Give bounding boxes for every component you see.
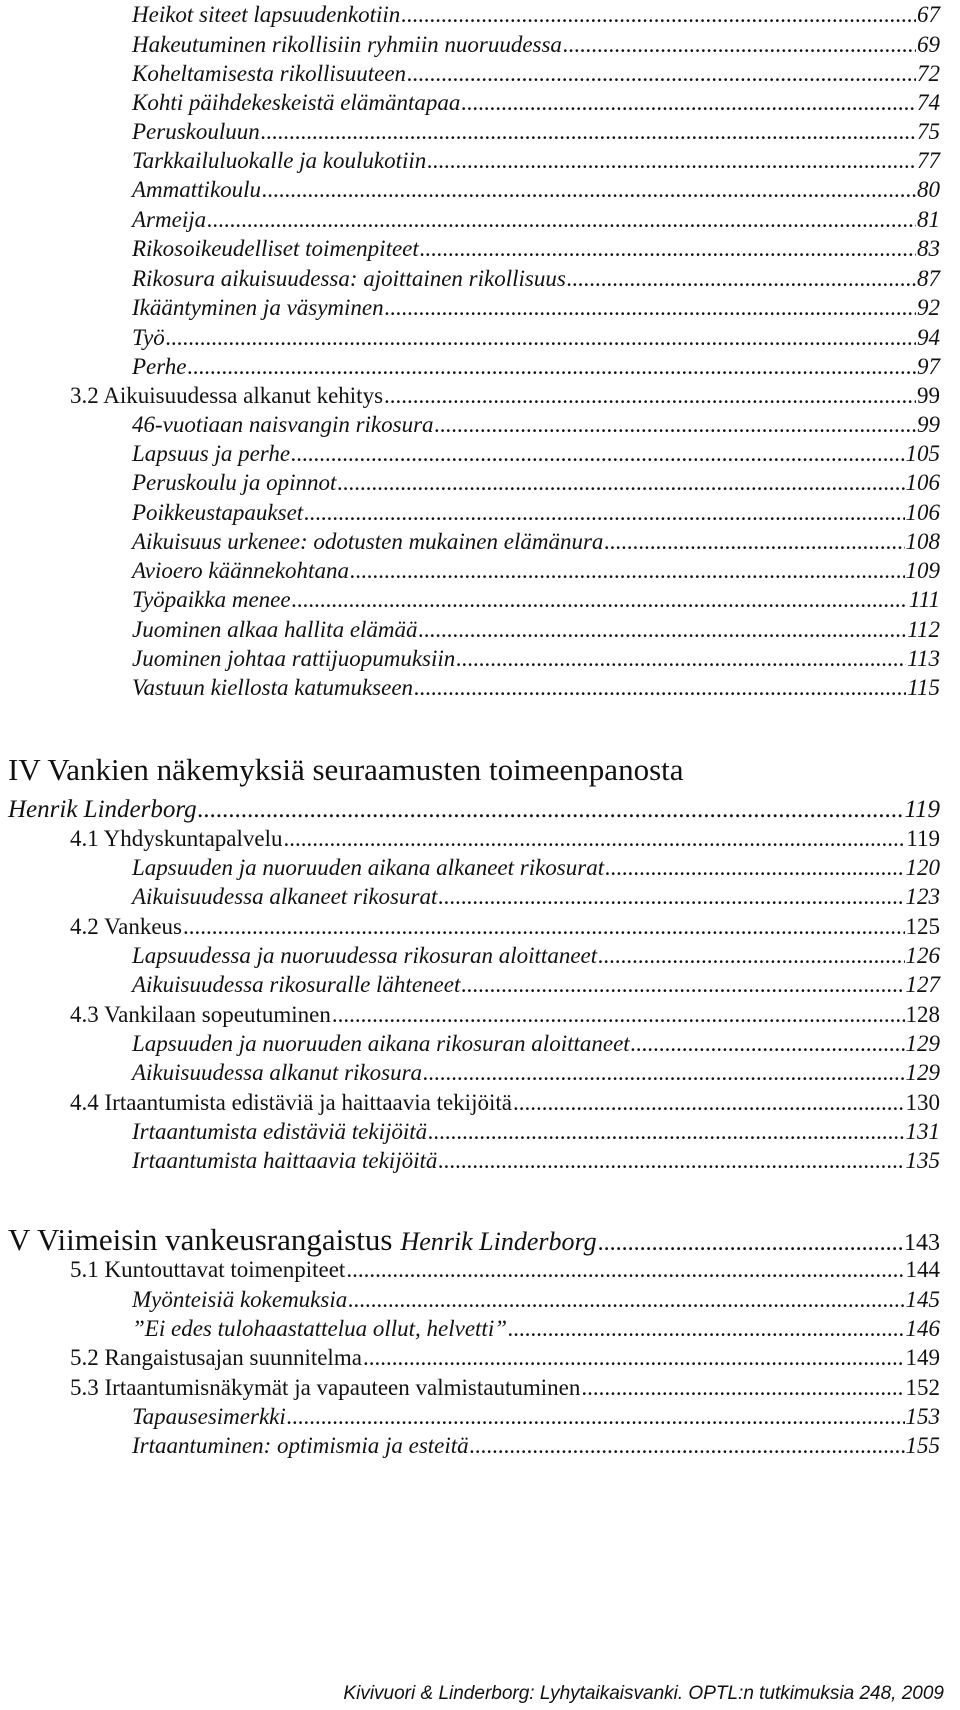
toc-subsection-entry[interactable] [132,855,940,881]
toc-dot-leader [262,177,916,203]
toc-entry-title: 3.2 Aikuisuudessa alkanut kehitys [70,383,384,408]
toc-entry-title: Juominen johtaa rattijuopumuksiin [132,646,456,671]
toc-subsection-entry[interactable] [132,617,940,643]
toc-section-entry[interactable] [70,826,940,852]
toc-page-number: 131 [905,1119,940,1144]
toc-entry-title: Lapsuudessa ja nuoruudessa rikosuran aloittaneet [132,943,598,968]
toc-dot-leader [428,1119,904,1145]
toc-page-number: 111 [908,587,940,612]
toc-dot-leader [292,587,908,613]
toc-entry-title: Poikkeustapaukset [132,500,304,525]
toc-page-number: 135 [905,1148,940,1173]
toc-section-entry[interactable] [70,914,940,940]
toc-entry-title: Aikuisuudessa rikosuralle lähteneet [132,972,461,997]
toc-dot-leader [207,207,916,233]
toc-dot-leader [414,675,906,701]
toc-subsection-entry[interactable] [132,500,940,526]
toc-entry-title: Hakeutuminen rikollisiin ryhmiin nuoruudessa [132,32,562,57]
toc-entry-title: Lapsuus ja perhe [132,441,291,466]
toc-dot-leader [631,1031,905,1057]
toc-subsection-entry[interactable] [132,354,940,380]
toc-subsection-entry[interactable] [132,2,940,28]
toc-dot-leader [304,500,904,526]
toc-entry-title: Rikosoikeudelliset toimenpiteet [132,236,419,261]
toc-entry-title: Vastuun kiellosta katumukseen [132,675,414,700]
toc-page-number: 127 [905,972,940,997]
toc-page-number: 152 [905,1375,940,1400]
toc-subsection-entry[interactable] [132,972,940,998]
toc-subsection-entry[interactable] [132,470,940,496]
toc-entry-title: Juominen alkaa hallita elämää [132,617,418,642]
toc-page-number: 99 [917,383,940,408]
toc-page-number: 72 [917,61,940,86]
toc-subsection-entry[interactable] [132,884,940,910]
toc-entry-title: Ammattikoulu [132,177,262,202]
toc-subsection-entry[interactable] [132,441,940,467]
toc-entry-title: 4.4 Irtaantumista edistäviä ja haittaavia tekijöitä [70,1090,512,1115]
toc-subsection-entry[interactable] [132,1433,940,1459]
toc-page-number: 123 [905,884,940,909]
toc-dot-leader [598,943,904,969]
toc-dot-leader [348,1287,904,1313]
toc-subsection-entry[interactable] [132,558,940,584]
toc-entry-title: Peruskouluun [132,119,260,144]
toc-page-number: 108 [905,529,940,554]
toc-page-number: 130 [905,1090,940,1115]
toc-page-number: 81 [917,207,940,232]
toc-dot-leader [427,148,916,174]
toc-page-number: 67 [917,2,940,27]
toc-entry-title: Aikuisuudessa alkanut rikosura [132,1060,423,1085]
toc-dot-leader [470,1433,905,1459]
toc-page-number: 80 [917,177,940,202]
toc-dot-leader [332,1002,905,1028]
toc-page-number: 146 [905,1316,940,1341]
toc-dot-leader [291,441,904,467]
toc-entry-title: V Viimeisin vankeusrangaistus [8,1222,393,1257]
toc-dot-leader [604,529,904,555]
toc-page-number: 153 [905,1404,940,1429]
toc-subsection-entry[interactable] [132,148,940,174]
toc-entry-title: Henrik Linderborg [8,796,197,823]
toc-entry-title: 46-vuotiaan naisvangin rikosura [132,412,434,437]
toc-entry-title: Ikääntyminen ja väsyminen [132,295,384,320]
toc-page-number: 75 [917,119,940,144]
toc-dot-leader [419,617,907,643]
toc-dot-leader [188,354,916,380]
toc-dot-leader [183,914,904,940]
toc-dot-leader [438,884,904,910]
toc-page-number: 119 [904,796,940,823]
toc-entry-title: Työpaikka menee [132,587,291,612]
toc-chapter-entry[interactable] [8,1222,940,1258]
toc-entry-title: 5.3 Irtaantumisnäkymät ja vapauteen valmistautuminen [70,1375,581,1400]
toc-page-number: 113 [907,646,940,671]
toc-page-number: 83 [917,236,940,261]
toc-subsection-entry[interactable] [132,1404,940,1430]
toc-dot-leader [598,1230,903,1257]
toc-dot-leader [198,796,904,824]
toc-subsection-entry[interactable] [132,90,940,116]
toc-section-entry[interactable] [70,1257,940,1283]
toc-dot-leader [287,1404,905,1430]
toc-entry-title: Rikosura aikuisuudessa: ajoittainen rikollisuus [132,266,566,291]
toc-page-number: 143 [904,1230,940,1256]
toc-subsection-entry[interactable] [132,119,940,145]
toc-page-number: 97 [917,354,940,379]
toc-page-number: 125 [905,914,940,939]
toc-entry-title: Perhe [132,354,187,379]
toc-dot-leader [563,32,916,58]
toc-subsection-entry[interactable] [132,675,940,701]
toc-page-number: 105 [905,441,940,466]
toc-entry-title: Avioero käännekohtana [132,558,349,583]
toc-page-number: 74 [917,90,940,115]
toc-subsection-entry[interactable] [132,1119,940,1145]
toc-dot-leader [284,826,906,852]
toc-subsection-entry[interactable] [132,1031,940,1057]
toc-dot-leader [461,90,916,116]
toc-subsection-entry[interactable] [132,295,940,321]
toc-entry-author: Henrik Linderborg [400,1227,597,1256]
toc-subsection-entry[interactable] [132,1287,940,1313]
toc-entry-title: 5.2 Rangaistusajan suunnitelma [70,1345,362,1370]
toc-entry-title: Heikot siteet lapsuudenkotiin [132,2,401,27]
toc-subsection-entry[interactable] [132,1060,940,1086]
toc-dot-leader [508,1316,905,1342]
toc-page-number: 106 [905,470,940,495]
toc-dot-leader [456,646,906,672]
toc-entry-title: Irtaantuminen: optimismia ja esteitä [132,1433,469,1458]
toc-dot-leader [261,119,916,145]
toc-entry-title: Kohti päihdekeskeistä elämäntapaa [132,90,461,115]
toc-subsection-entry[interactable] [132,587,940,613]
toc-dot-leader [581,1375,904,1401]
page-footer: Kivivuori & Linderborg: Lyhytaikaisvanki. OPTL:n tutkimuksia 248, 2009 [343,1683,944,1704]
toc-page-number: 77 [917,148,940,173]
toc-page-number: 128 [905,1002,940,1027]
toc-dot-leader [513,1090,905,1116]
toc-dot-leader [423,1060,904,1086]
toc-subsection-entry[interactable] [132,1148,940,1174]
toc-page-number: 87 [917,266,940,291]
toc-dot-leader [435,412,916,438]
toc-subsection-entry[interactable] [132,61,940,87]
toc-dot-leader [337,470,904,496]
toc-entry-title: 4.2 Vankeus [70,914,183,939]
toc-page-number: 149 [905,1345,940,1370]
toc-subsection-entry[interactable] [132,207,940,233]
toc-entry-title: Armeija [132,207,207,232]
toc-entry-title: Peruskoulu ja opinnot [132,470,337,495]
toc-page-number: 145 [905,1287,940,1312]
toc-entry-title: Lapsuuden ja nuoruuden aikana alkaneet rikosurat [132,855,605,880]
toc-entry-title: Tarkkailuluokalle ja koulukotiin [132,148,427,173]
toc-subsection-entry[interactable] [132,646,940,672]
toc-dot-leader [384,383,916,409]
toc-page-number: 94 [917,325,940,350]
toc-subsection-entry[interactable] [132,236,940,262]
toc-subsection-entry[interactable] [132,325,940,351]
toc-page-number: 99 [917,412,940,437]
toc-entry-title: Työ [132,325,165,350]
toc-dot-leader [438,1148,904,1174]
toc-subsection-entry[interactable] [132,266,940,292]
toc-page-number: 69 [917,32,940,57]
toc-subsection-entry[interactable] [132,177,940,203]
toc-dot-leader [407,61,916,87]
toc-entry-title: Aikuisuus urkenee: odotusten mukainen elämänura [132,529,604,554]
toc-page-number: 112 [907,617,940,642]
toc-page-number: 144 [905,1257,940,1282]
toc-entry-title: 4.3 Vankilaan sopeutuminen [70,1002,331,1027]
toc-page-number: 120 [905,855,940,880]
toc-page-number: 92 [917,295,940,320]
toc-dot-leader [567,266,916,292]
toc-dot-leader [346,1257,904,1283]
toc-page-number: 115 [907,675,940,700]
toc-dot-leader [166,325,916,351]
toc-section-entry[interactable] [70,1090,940,1116]
toc-chapter-heading [8,752,940,788]
toc-page-number: 109 [905,558,940,583]
toc-subsection-entry[interactable] [132,32,940,58]
toc-section-entry[interactable] [70,1345,940,1371]
toc-entry-title: 5.1 Kuntouttavat toimenpiteet [70,1257,346,1282]
toc-entry-title: 4.1 Yhdyskuntapalvelu [70,826,283,851]
toc-entry-title: Irtaantumista haittaavia tekijöitä [132,1148,438,1173]
toc-entry-title: Tapausesimerkki [132,1404,286,1429]
toc-page-number: 106 [905,500,940,525]
toc-dot-leader [385,295,916,321]
toc-section-entry[interactable] [70,1002,940,1028]
toc-entry-title: Irtaantumista edistäviä tekijöitä [132,1119,428,1144]
toc-author-entry[interactable] [8,796,940,824]
toc-page-number: 129 [905,1060,940,1085]
toc-subsection-entry[interactable] [132,412,940,438]
toc-dot-leader [363,1345,905,1371]
toc-entry-title: ”Ei edes tulohaastattelua ollut, helvetti” [132,1316,507,1341]
toc-dot-leader [605,855,904,881]
toc-page-number: 129 [905,1031,940,1056]
toc-entry-title: Lapsuuden ja nuoruuden aikana rikosuran aloittaneet [132,1031,630,1056]
toc-dot-leader [401,2,916,28]
toc-entry-title: Aikuisuudessa alkaneet rikosurat [132,884,438,909]
toc-page-number: 126 [905,943,940,968]
toc-section-entry[interactable] [70,1375,940,1401]
toc-section-entry[interactable] [70,383,940,409]
toc-page-number: 155 [905,1433,940,1458]
toc-dot-leader [461,972,904,998]
toc-subsection-entry[interactable] [132,943,940,969]
toc-dot-leader [420,236,916,262]
toc-chapter-title: IV Vankien näkemyksiä seuraamusten toimeenpanosta [8,752,684,787]
toc-entry-title: Myönteisiä kokemuksia [132,1287,348,1312]
toc-subsection-entry[interactable] [132,529,940,555]
toc-page-number: 119 [906,826,940,851]
toc-subsection-entry[interactable] [132,1316,940,1342]
toc-entry-title: Koheltamisesta rikollisuuteen [132,61,407,86]
toc-dot-leader [350,558,905,584]
